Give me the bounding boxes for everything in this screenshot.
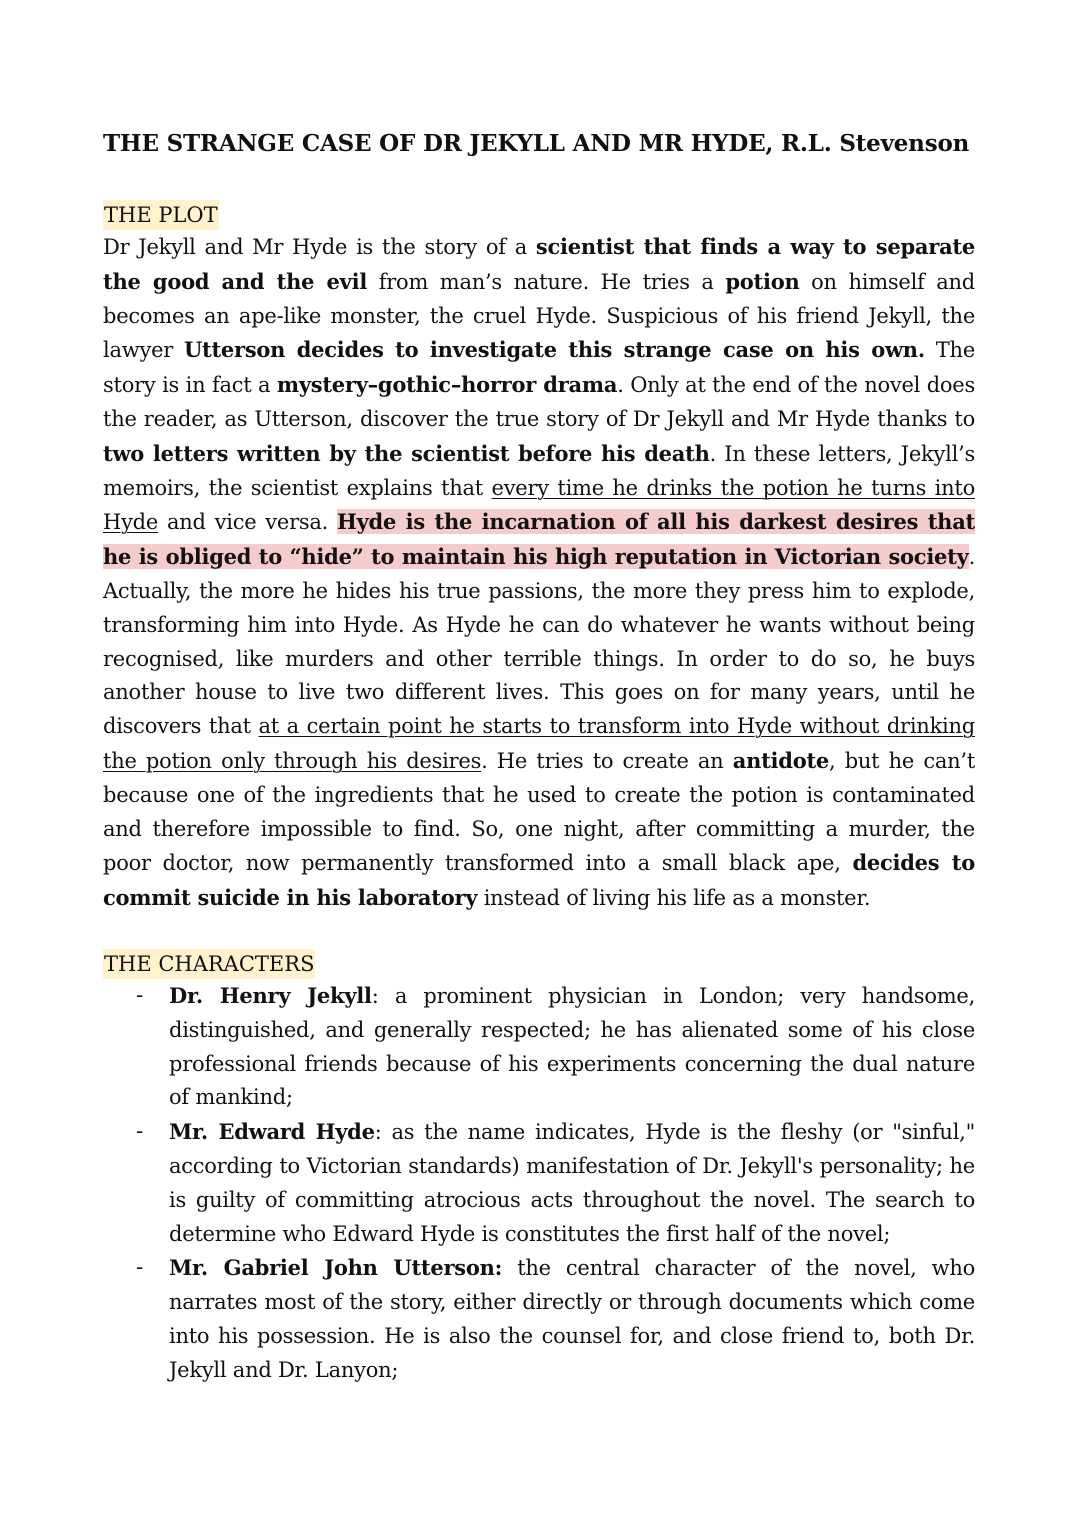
list-bullet: - <box>136 982 143 1007</box>
plot-bold-text: scientist that finds a way to separate the good and the evil <box>103 234 975 294</box>
character-item-utterson <box>103 1251 975 1387</box>
plot-paragraph <box>103 230 975 916</box>
plot-text: instead of living his life as a monster. <box>477 886 871 911</box>
list-bullet: - <box>136 1119 143 1144</box>
character-separator: : <box>371 983 379 1008</box>
plot-bold-text: potion <box>725 268 800 294</box>
character-description: the central character of the novel, who narrates most of the story, either directly or through documents which come into his possession. He is also the counsel for, and close friend to, both Dr. Jekyll and Dr. Lanyon; <box>169 1256 975 1382</box>
document-page <box>103 128 975 1388</box>
character-item-jekyll <box>103 979 975 1115</box>
character-separator: : <box>374 1120 382 1145</box>
plot-text: The story is in fact a <box>103 338 975 398</box>
document-title: THE STRANGE CASE OF DR JEKYLL AND MR HYDE, R.L. Stevenson <box>103 130 970 157</box>
characters-list <box>103 979 975 1388</box>
section-spacer <box>103 916 975 949</box>
character-name: Mr. Gabriel John Utterson: <box>169 1255 503 1281</box>
plot-bold-text: antidote <box>732 747 830 773</box>
plot-bold-text: mystery–gothic–horror drama <box>276 372 618 398</box>
character-name: Mr. Edward Hyde <box>169 1119 375 1145</box>
plot-text: , but he can’t because one of the ingredients that he used to create the potion is contaminated and therefore impossible to find. So, one night, after committing a murder, the poor doctor, now permanently transformed into a small black ape, <box>103 748 976 876</box>
plot-bold-text: decides to commit suicide in his laboratory <box>103 850 975 911</box>
plot-text: from man’s nature. He tries a <box>367 269 726 294</box>
plot-underlined-text: every time he drinks the potion he turns into Hyde <box>103 475 976 535</box>
plot-highlighted-text: Hyde is the incarnation of all his darkest desires that he is obliged to “hide” to maintain his high reputation in Victorian society <box>103 509 975 570</box>
plot-bold-text: Utterson decides to investigate this strange case on his own. <box>183 337 925 363</box>
plot-underlined-text: at a certain point he starts to transform into Hyde without drinking the potion only through his desires <box>103 714 975 773</box>
plot-text: Dr Jekyll and Mr Hyde is the story of a <box>103 235 536 259</box>
plot-text: on himself and becomes an ape-like monster, the cruel Hyde. Suspicious of his friend Jekyll, the lawyer <box>103 269 975 363</box>
plot-section <box>103 200 975 916</box>
plot-text: . Actually, the more he hides his true passions, the more they press him to explode, transforming him into Hyde. As Hyde he can do whatever he wants without being recognised, like murders and other terrible things. In order to do so, he buys another house to live two different lives. This goes on for many years, until he discovers that <box>103 545 975 739</box>
plot-text: and vice versa. <box>158 510 338 535</box>
character-item-hyde <box>103 1115 975 1251</box>
character-description: as the name indicates, Hyde is the fleshy (or "sinful," according to Victorian standards) manifestation of Dr. Jekyll's personality; he is guilty of committing atrocious acts throughout the novel. The search to determine who Edward Hyde is constitutes the first half of the novel; <box>169 1120 975 1246</box>
character-description: a prominent physician in London; very handsome, distinguished, and generally respected; he has alienated some of his close professional friends because of his experiments concerning the dual nature of mankind; <box>169 983 975 1110</box>
plot-heading: THE PLOT <box>103 200 219 230</box>
character-name: Dr. Henry Jekyll <box>169 982 372 1008</box>
characters-heading: THE CHARACTERS <box>103 949 315 979</box>
list-bullet: - <box>136 1255 143 1280</box>
plot-text: . In these letters, Jekyll’s memoirs, the scientist explains that <box>103 441 975 500</box>
plot-text: . He tries to create an <box>481 748 733 773</box>
characters-section <box>103 949 975 1388</box>
plot-bold-text: two letters written by the scientist before his death <box>103 440 710 466</box>
plot-text: . Only at the end of the novel does the reader, as Utterson, discover the true story of Dr Jekyll and Mr Hyde thanks to <box>103 373 975 431</box>
